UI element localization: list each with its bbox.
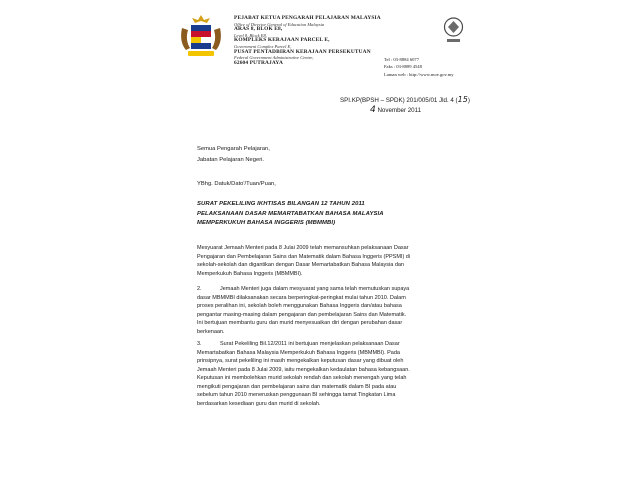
contact-block — [384, 56, 454, 78]
reference-handwritten: 15 — [457, 95, 468, 104]
org-name-en: Office of Director General of Education Malaysia — [234, 21, 325, 27]
date-day-handwritten: 4 — [370, 105, 376, 115]
paragraph-line: berdasarkan kesediaan guru dan murid di sekolah. — [197, 400, 321, 407]
address-complex: KOMPLEKS KERAJAAN PARCEL E, — [234, 37, 330, 44]
salutation: YBhg. Datuk/Dato'/Tuan/Puan, — [197, 181, 276, 187]
paragraph-line: Ini bertujuan membantu guru dan murid menyesuaikan diri dengan perubahan dasar — [197, 320, 403, 326]
reference-suffix: ) — [467, 97, 470, 104]
paragraph-number: 3. — [197, 341, 202, 347]
website: Laman web : http://www.moe.gov.my — [384, 71, 454, 77]
address-block: ARAS 8, BLOK E8, — [234, 26, 283, 33]
paragraph-line: sebelum tahun 2010 meneruskan penggunaan BI sehingga tamat Tingkatan Lima — [197, 392, 396, 398]
recipient-line-2: Jabatan Pelajaran Negeri. — [197, 157, 265, 163]
paragraph-number: 2. — [197, 286, 202, 292]
paragraph-3 — [197, 340, 452, 408]
fax: Faks : 03-8889 4548 — [384, 64, 422, 70]
coat-of-arms-icon — [176, 14, 226, 60]
paragraph-line: prinsipnya, surat pekeliling ini masih mengekalkan keputusan dasar yang dibuat oleh — [197, 358, 404, 364]
recipient-line-1: Semua Pengarah Pelajaran, — [197, 146, 270, 152]
paragraph-line: Memperkukuh Bahasa Inggeris (MBMMBI). — [197, 270, 303, 277]
address-city: 62604 PUTRAJAYA — [234, 59, 284, 66]
paragraph-1 — [197, 244, 452, 278]
paragraph-line: berkenaan. — [197, 328, 225, 335]
paragraph-line: Mesyuarat Jemaah Menteri pada 8 Julai 2009 telah memansuhkan pelaksanaan Dasar — [197, 245, 409, 251]
paragraph-line: mengikuti pengajaran dan pembelajaran sains dan matematik dalam BI pada atau — [197, 383, 397, 390]
reference-number — [340, 95, 470, 104]
letter-date — [370, 105, 421, 115]
address-complex-en: Government Complex Parcel E, — [234, 43, 292, 49]
subject-line-1: SURAT PEKELILING IKHTISAS BILANGAN 12 TAHUN 2011 — [197, 201, 365, 207]
paragraph-line: Jemaah Menteri pada 8 Julai 2009, iaitu mengekalkan kedaulatan bahasa kebangsaan. — [197, 366, 410, 373]
date-text: November 2011 — [377, 107, 422, 114]
paragraph-line: Surat Pekeliling Bil.12/2011 ini bertujuan menjelaskan pelaksanaan Dasar — [220, 341, 400, 347]
telephone: Tel : 03-8884 6077 — [384, 57, 420, 62]
paragraph-line: Memartabatkan Bahasa Malaysia Memperkukuh Bahasa Inggeris (MBMMBI). Pada — [197, 349, 400, 356]
subject-line-2: PELAKSANAAN DASAR MEMARTABATKAN BAHASA MALAYSIA — [197, 211, 384, 217]
address-centre: PUSAT PENTADBIRAN KERAJAAN PERSEKUTUAN — [234, 48, 371, 55]
paragraph-line: Pengajaran dan Pembelajaran Sains dan Matematik dalam Bahasa Inggeris (PPSMI) di — [197, 253, 411, 260]
paragraph-line: sekolah-sekolah dan digantikan dengan Dasar Memartabatkan Bahasa Malaysia dan — [197, 262, 404, 268]
paragraph-line: proses peralihan ini, sekolah boleh menggunakan Bahasa Inggeris dan/atau bahasa — [197, 303, 402, 309]
paragraph-line: Keputusan ini membolehkan murid sekolah rendah dan sekolah menengah yang telah — [197, 375, 407, 381]
ministry-logo-icon — [442, 16, 465, 48]
paragraph-line: Jemaah Menteri juga dalam mesyuarat yang sama telah memutuskan supaya — [220, 286, 410, 292]
org-name: PEJABAT KETUA PENGARAH PELAJARAN MALAYSIA — [234, 15, 381, 21]
reference-prefix: SPI.KP(BPSH – SPDK) 201/005/01 Jld. 4 ( — [340, 97, 458, 104]
paragraph-line: pengantar masing-masing dalam pengajaran dan pembelajaran Sains dan Matematik. — [197, 311, 407, 318]
paragraph-line: dasar MBMMBI dilaksanakan secara berperingkat-peringkat mulai tahun 2010. Dalam — [197, 294, 406, 301]
address-centre-en: Federal Government Administrative Centre, — [234, 55, 314, 61]
paragraph-2 — [197, 285, 452, 336]
address-block-en: Level 8, Block E8, — [234, 32, 267, 38]
subject-line-3: MEMPERKUKUH BAHASA INGGERIS (MBMMBI) — [197, 220, 336, 226]
